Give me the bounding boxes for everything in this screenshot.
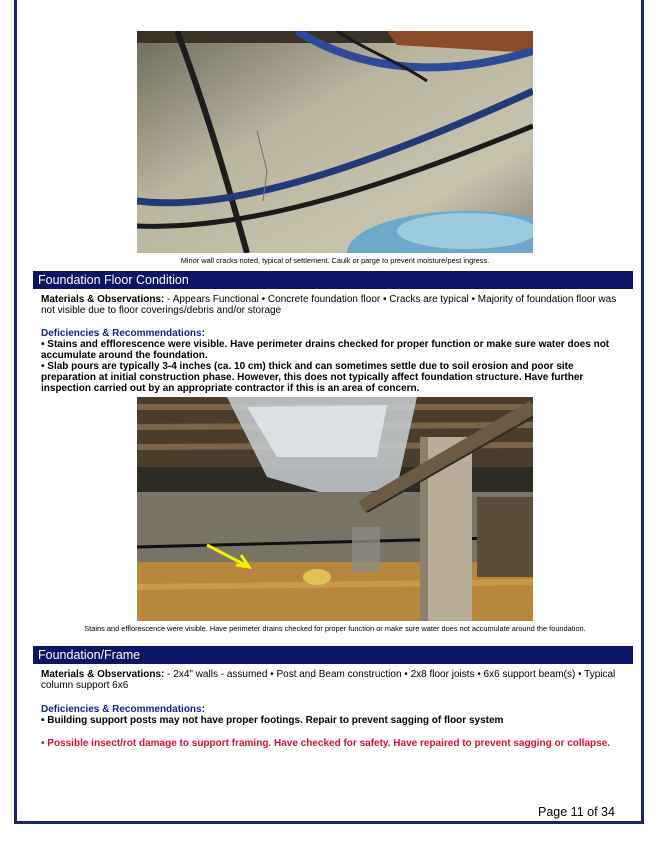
deficiencies-label: Deficiencies & Recommendations: — [41, 328, 205, 339]
warning-deficiency: • Possible insect/rot damage to support framing. Have checked for safety. Have repaired to prevent sagging or collapse. — [41, 738, 611, 749]
materials-text: - Appears Functional • Concrete foundation floor • Cracks are typical • Majority of foundation floor was not visible due to floor coverings/debris and/or storage — [41, 294, 617, 316]
deficiency-item: • Stains and efflorescence were visible. Have perimeter drains checked for proper function or make sure water does not accumulate around the foundation. — [41, 339, 610, 361]
crawlspace-photo — [137, 397, 533, 621]
section2-deficiencies — [41, 704, 631, 726]
photo2-caption: Stains and efflorescence were visible. Have perimeter drains checked for proper function or make sure water does not accumulate around the foundation. — [84, 624, 586, 633]
deficiency-item: • Building support posts may not have proper footings. Repair to prevent sagging of floor system — [41, 715, 504, 726]
materials-label: Materials & Observations: — [41, 669, 165, 680]
materials-label: Materials & Observations: — [41, 294, 165, 305]
section-header-foundation-frame: Foundation/Frame — [33, 646, 633, 664]
section1-deficiencies — [41, 328, 631, 394]
foundation-wall-photo — [137, 31, 533, 253]
materials-text: - 2x4" walls - assumed • Post and Beam construction • 2x8 floor joists • 6x6 support beam(s) • Typical column support 6x6 — [41, 669, 616, 691]
deficiencies-label: Deficiencies & Recommendations: — [41, 704, 205, 715]
section2-materials — [41, 669, 631, 691]
deficiency-item: • Slab pours are typically 3-4 inches (ca. 10 cm) thick and can sometimes settle due to soil erosion and poor site preparation at initial construction phase. However, this does not typically affect foundation structure. Have further inspection carried out by an appropriate contractor if this is an area of concern. — [41, 361, 584, 394]
section-header-foundation-floor: Foundation Floor Condition — [33, 271, 633, 289]
photo1-caption: Minor wall cracks noted, typical of settlement. Caulk or parge to prevent moisture/pest ingress. — [180, 256, 490, 265]
section1-materials — [41, 294, 631, 316]
page-number: Page 11 of 34 — [538, 805, 615, 819]
